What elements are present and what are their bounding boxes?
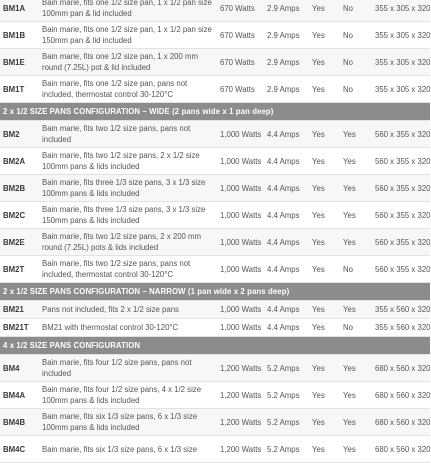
description: Bain marie, fits three 1/3 size pans, 3 x 1/3 size 150mm pans & lids included (42, 205, 206, 225)
table-row (0, 0, 430, 22)
feature-b: Yes (343, 210, 356, 220)
dimensions: 680 x 560 x 320 (375, 444, 431, 454)
description: Bain marie, fits six 1/3 size pans, 6 x 1/3 size (42, 444, 198, 454)
feature-b: Yes (343, 129, 356, 139)
feature-b: Yes (343, 417, 356, 427)
model-code: BM1B (3, 30, 26, 40)
current-amps: 4.4 Amps (267, 156, 300, 166)
feature-a: Yes (312, 237, 325, 247)
description: Bain marie, fits one 1/2 size pan, 1 x 200 mm round (7.25L) pot & lid included (42, 52, 199, 72)
power-watts: 1,000 Watts (220, 156, 262, 166)
power-watts: 670 Watts (220, 30, 255, 40)
feature-b: Yes (343, 183, 356, 193)
feature-b: No (343, 57, 353, 67)
table-row (0, 202, 430, 229)
table-row (0, 382, 430, 409)
table-row (0, 229, 430, 256)
power-watts: 1,000 Watts (220, 129, 262, 139)
feature-a: Yes (312, 3, 325, 13)
feature-b: Yes (343, 444, 356, 454)
dimensions: 560 x 355 x 320 (375, 156, 431, 166)
description: Bain marie, fits two 1/2 size pans, 2 x 200 mm round (7.25L) pots & lids included (42, 232, 202, 252)
dimensions: 560 x 355 x 320 (375, 183, 431, 193)
description: Bain marie, fits three 1/3 size pans, 3 x 1/3 size 100mm pans & lids included (42, 178, 206, 198)
model-code: BM2T (3, 264, 25, 274)
power-watts: 1,000 Watts (220, 264, 262, 274)
current-amps: 4.4 Amps (267, 323, 300, 332)
feature-b: Yes (343, 305, 356, 314)
section-header-wide: 2 x 1/2 SIZE PANS CONFIGURATION – WIDE (2 pans wide x 1 pan deep) (0, 103, 430, 121)
description: Bain marie, fits two 1/2 size pans, pans not included, thermostat control 30-120°C (42, 259, 191, 279)
current-amps: 2.9 Amps (267, 84, 300, 94)
feature-b: Yes (343, 156, 356, 166)
model-code: BM21 (3, 305, 24, 314)
dimensions: 560 x 355 x 320 (375, 129, 431, 139)
power-watts: 1,200 Watts (220, 390, 262, 400)
current-amps: 4.4 Amps (267, 183, 300, 193)
model-code: BM4A (3, 390, 26, 400)
description: BM21 with thermostat control 30-120°C (42, 323, 179, 332)
dimensions: 560 x 355 x 320 (375, 210, 431, 220)
power-watts: 1,200 Watts (220, 417, 262, 427)
current-amps: 4.4 Amps (267, 305, 300, 314)
description: Bain marie, fits two 1/2 size pans, 2 x 1/2 size 100mm pans & lids included (42, 151, 200, 171)
feature-a: Yes (312, 363, 325, 373)
description: Bain marie, fits one 1/2 size pan, 1 x 1/2 pan size 150mm pan & lid included (42, 25, 212, 45)
table-row (0, 121, 430, 148)
dimensions: 355 x 305 x 320 (375, 84, 431, 94)
power-watts: 1,000 Watts (220, 305, 262, 314)
power-watts: 1,000 Watts (220, 323, 262, 332)
dimensions: 355 x 560 x 320 (375, 305, 431, 314)
power-watts: 670 Watts (220, 84, 255, 94)
feature-a: Yes (312, 183, 325, 193)
current-amps: 2.9 Amps (267, 3, 300, 13)
description: Bain marie, fits two 1/2 size pans, pans not included (42, 124, 191, 144)
model-code: BM4C (3, 444, 26, 454)
feature-b: No (343, 84, 353, 94)
dimensions: 560 x 355 x 320 (375, 264, 431, 274)
current-amps: 5.2 Amps (267, 363, 300, 373)
feature-a: Yes (312, 264, 325, 274)
table-row (0, 76, 430, 103)
model-code: BM4 (3, 363, 20, 373)
power-watts: 1,200 Watts (220, 444, 262, 454)
section-header-narrow: 2 x 1/2 SIZE PANS CONFIGURATION – NARROW (1 pan wide x 2 pans deep) (0, 283, 430, 301)
table-row (0, 256, 430, 283)
power-watts: 670 Watts (220, 57, 255, 67)
dimensions: 355 x 305 x 320 (375, 3, 431, 13)
feature-a: Yes (312, 30, 325, 40)
feature-b: No (343, 3, 353, 13)
model-code: BM2E (3, 237, 25, 247)
power-watts: 1,000 Watts (220, 183, 262, 193)
current-amps: 4.4 Amps (267, 129, 300, 139)
table-row (0, 22, 430, 49)
feature-a: Yes (312, 156, 325, 166)
model-code: BM1A (3, 3, 26, 13)
feature-a: Yes (312, 210, 325, 220)
dimensions: 680 x 560 x 320 (375, 390, 431, 400)
feature-a: Yes (312, 57, 325, 67)
dimensions: 355 x 305 x 320 (375, 57, 431, 67)
description: Bain marie, fits six 1/3 size pans, 6 x 1/3 size 100mm pans & lids included (42, 412, 198, 432)
feature-b: Yes (343, 237, 356, 247)
feature-b: No (343, 30, 353, 40)
table-row (0, 409, 430, 436)
model-code: BM1E (3, 57, 25, 67)
model-code: BM2A (3, 156, 26, 166)
table-row (0, 148, 430, 175)
feature-b: No (343, 264, 353, 274)
current-amps: 4.4 Amps (267, 210, 300, 220)
feature-a: Yes (312, 323, 325, 332)
model-code: BM2B (3, 183, 26, 193)
power-watts: 670 Watts (220, 3, 255, 13)
power-watts: 1,000 Watts (220, 237, 262, 247)
section-header-four-pan: 4 x 1/2 SIZE PANS CONFIGURATION (0, 337, 430, 355)
table-row (0, 49, 430, 76)
current-amps: 5.2 Amps (267, 444, 300, 454)
power-watts: 1,200 Watts (220, 363, 262, 373)
current-amps: 2.9 Amps (267, 57, 300, 67)
model-code: BM1T (3, 84, 25, 94)
model-code: BM2 (3, 129, 20, 139)
table-row (0, 175, 430, 202)
feature-b: Yes (343, 390, 356, 400)
dimensions: 680 x 560 x 320 (375, 363, 431, 373)
current-amps: 5.2 Amps (267, 417, 300, 427)
feature-a: Yes (312, 129, 325, 139)
feature-a: Yes (312, 305, 325, 314)
current-amps: 2.9 Amps (267, 30, 300, 40)
table-row (0, 319, 430, 337)
description: Bain marie, fits one 1/2 size pan, pans not included, thermostat control 30-120°C (42, 79, 188, 99)
description: Bain marie, fits one 1/2 size pan, 1 x 1/2 pan size 100mm pan & lid included (42, 0, 212, 18)
feature-a: Yes (312, 444, 325, 454)
table-row (0, 355, 430, 382)
feature-b: Yes (343, 363, 356, 373)
power-watts: 1,000 Watts (220, 210, 262, 220)
current-amps: 4.4 Amps (267, 237, 300, 247)
description: Pans not included, fits 2 x 1/2 size pans (42, 305, 179, 314)
description: Bain marie, fits four 1/2 size pans, pans not included (42, 358, 192, 378)
model-code: BM2C (3, 210, 26, 220)
table-row (0, 436, 430, 463)
feature-a: Yes (312, 417, 325, 427)
feature-a: Yes (312, 390, 325, 400)
model-code: BM21T (3, 323, 29, 332)
dimensions: 680 x 560 x 320 (375, 417, 431, 427)
dimensions: 355 x 560 x 320 (375, 323, 431, 332)
dimensions: 355 x 305 x 320 (375, 30, 431, 40)
dimensions: 560 x 355 x 320 (375, 237, 431, 247)
description: Bain marie, fits four 1/2 size pans, 4 x 1/2 size 100mm pans & lids included (42, 385, 202, 405)
table-row (0, 301, 430, 319)
model-code: BM4B (3, 417, 26, 427)
current-amps: 5.2 Amps (267, 390, 300, 400)
feature-b: No (343, 323, 353, 332)
feature-a: Yes (312, 84, 325, 94)
current-amps: 4.4 Amps (267, 264, 300, 274)
